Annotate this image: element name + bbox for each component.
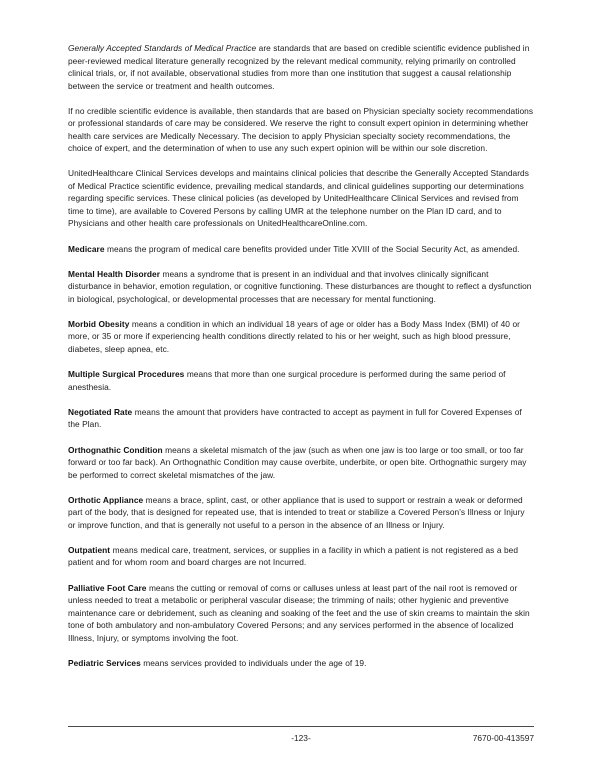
- paragraph: [68, 105, 534, 155]
- paragraph-text: means a condition in which an individual 18 years of age or older has a Body Mass Index (BMI) of 40 or more, or 35 or more if experiencing health conditions directly related to his or her weight, such as high blood pressure, diabetes, sleep apnea, etc.: [68, 318, 520, 354]
- page-number: -123-: [291, 733, 311, 743]
- paragraph-text: means services provided to individuals under the age of 19.: [140, 657, 367, 668]
- document-body: [68, 42, 534, 669]
- defined-term: Palliative Foot Care: [68, 582, 147, 593]
- footer-row: [68, 732, 534, 750]
- paragraph: [68, 582, 534, 645]
- paragraph: [68, 368, 534, 393]
- defined-term: Generally Accepted Standards of Medical Practice: [68, 43, 257, 53]
- paragraph: [68, 243, 534, 256]
- paragraph: [68, 167, 534, 230]
- paragraph-text: means a skeletal mismatch of the jaw (such as when one jaw is too large or too small, or too far forward or too far back). An Orthognathic Condition may cause overbite, underbite, or open bite. Orthognathic surgery may be performed to correct skeletal mismatches of the jaw.: [68, 444, 527, 480]
- paragraph: [68, 444, 534, 482]
- paragraph: [68, 657, 534, 670]
- defined-term: Mental Health Disorder: [68, 268, 160, 279]
- defined-term: Multiple Surgical Procedures: [68, 369, 185, 380]
- paragraph: [68, 42, 534, 92]
- paragraph-text: means the cutting or removal of corns or calluses unless at least part of the nail root is removed or unless needed to treat a metabolic or peripheral vascular disease; the trimming of nails; other hygienic and preventive maintenance care or debridement, such as cleaning and soaking of the feet and the use of skin creams to maintain the skin tone of both ambulatory and non-ambulatory Covered Persons; and any services performed in the absence of localized Illness, Injury, or symptoms involving the foot.: [68, 582, 530, 643]
- paragraph: [68, 268, 534, 306]
- defined-term: Orthotic Appliance: [68, 494, 144, 505]
- paragraph-text: means the amount that providers have contracted to accept as payment in full for Covered Expenses of the Plan.: [68, 406, 522, 430]
- paragraph-text: means medical care, treatment, services, or supplies in a facility in which a patient is not registered as a bed patient and for whom room and board charges are not Incurred.: [68, 544, 519, 568]
- paragraph-text: UnitedHealthcare Clinical Services develops and maintains clinical policies that describe the Generally Accepted Standards of Medical Practice scientific evidence, prevailing medical standards, and clinical guidelines supporting our determinations regarding specific services. These clinical policies (as developed by UnitedHealthcare Clinical Services and revised from time to time), are available to Covered Persons by calling UMR at the telephone number on the Plan ID card, and to Physicians and other health care professionals on UnitedHealthcareOnline.com.: [68, 168, 529, 229]
- defined-term: Medicare: [68, 243, 105, 254]
- defined-term: Morbid Obesity: [68, 318, 130, 329]
- paragraph-text: means a syndrome that is present in an individual and that involves clinically significant disturbance in behavior, emotion regulation, or cognitive functioning. These disturbances are thought to reflect a dysfunction in biological, psychological, or developmental processes that are necessary for mental functioning.: [68, 268, 532, 304]
- paragraph-text: means the program of medical care benefits provided under Title XVIII of the Social Security Act, as amended.: [104, 243, 520, 254]
- paragraph-text: means a brace, splint, cast, or other appliance that is used to support or restrain a weak or deformed part of the body, that is designed for repeated use, that is intended to treat or stabilize a Covered Person's Illness or Injury or improve function, and that is generally not useful to a person in the absence of an Illness or Injury.: [68, 494, 525, 530]
- footer-divider: [68, 726, 534, 727]
- paragraph: [68, 544, 534, 569]
- defined-term: Outpatient: [68, 544, 111, 555]
- paragraph-text: are standards that are based on credible scientific evidence published in peer-reviewed medical literature generally recognized by the relevant medical community, relying primarily on controlled clinical trials, or, if not available, observational studies from more than one institution that suggest a causal relationship between the service or treatment and health outcomes.: [68, 43, 530, 91]
- paragraph: [68, 318, 534, 356]
- defined-term: Pediatric Services: [68, 657, 141, 668]
- defined-term: Negotiated Rate: [68, 406, 133, 417]
- paragraph-text: means that more than one surgical procedure is performed during the same period of anesthesia.: [68, 369, 506, 392]
- defined-term: Orthognathic Condition: [68, 444, 163, 455]
- paragraph: [68, 494, 534, 532]
- page-footer: [68, 726, 534, 750]
- paragraph: [68, 406, 534, 431]
- paragraph-text: If no credible scientific evidence is available, then standards that are based on Physician specialty society recommendations or professional standards of care may be considered. We reserve the right to consult expert opinion in determining whether health care services are Medically Necessary. The decision to apply Physician specialty society recommendations, the choice of expert, and the determination of when to use any such expert opinion will be within our sole discretion.: [68, 105, 534, 154]
- document-id: 7670-00-413597: [472, 733, 534, 743]
